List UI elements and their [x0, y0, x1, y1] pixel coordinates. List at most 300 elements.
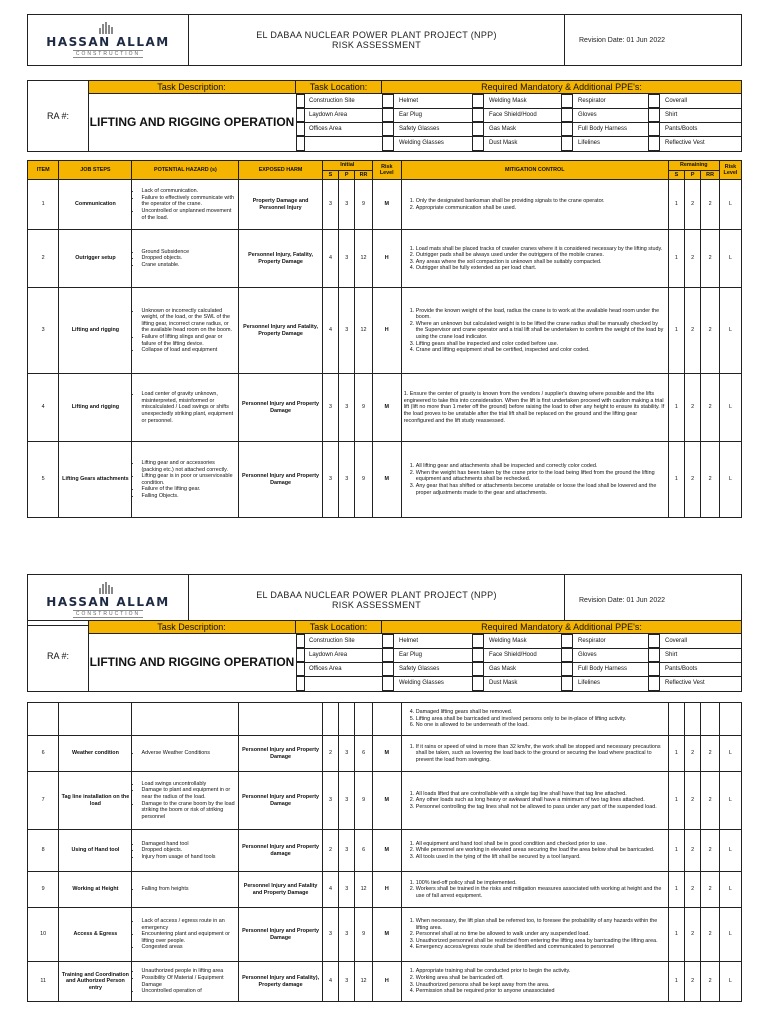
mitigation-item: 3. Lifting gears shall be inspected and color coded before use. — [416, 341, 666, 348]
potential-hazards — [132, 374, 239, 442]
checklist-divider — [472, 94, 473, 151]
initial-severity: 3 — [322, 374, 338, 442]
initial-severity: 3 — [322, 180, 338, 230]
risk-table-page-1 — [27, 160, 742, 518]
ppe-checkbox[interactable] — [472, 94, 484, 108]
initial-risk-rating: 9 — [355, 908, 372, 962]
header-rr: RR — [701, 170, 720, 180]
ppe-checkbox[interactable] — [561, 122, 573, 136]
header-risk-level: Risk Level — [372, 161, 401, 180]
remaining-severity: 1 — [668, 872, 684, 908]
mitigation-item: 1. Provide the known weight of the load, radius the crane is to work at the available head room under the boom. — [416, 308, 666, 321]
remaining-risk-level: L — [719, 180, 741, 230]
hazard-item: • Unknown or incorrectly calculated weight, of the load, or the SWL of the lifting gear, incorrect crane radius, or the available head room on the boom. — [141, 308, 236, 334]
task-info-block — [27, 80, 742, 152]
logo-mark-icon — [99, 22, 117, 34]
mitigation-item: 1. All loads lifted that are controllable with a single tag line shall have that tag line attached. — [416, 791, 666, 798]
job-step: Access & Egress — [59, 908, 132, 962]
initial-risk-rating: 6 — [355, 736, 372, 772]
mitigation-item: 4. Emergency access/egress route shall be identified and communicated to personnel — [416, 944, 666, 951]
ppe-checkbox[interactable] — [472, 662, 484, 676]
remaining-probability: 2 — [685, 736, 701, 772]
hazard-item: • Adverse Weather Conditions — [141, 750, 236, 757]
remaining-risk-level: L — [719, 772, 741, 830]
location-checkbox[interactable] — [296, 108, 305, 122]
mitigation-item: 2. Outrigger pads shall be always used under the outriggers of the mobile cranes. — [416, 252, 666, 259]
hazard-item: • Injury from usage of hand tools — [141, 854, 236, 861]
header-remaining: Remaining — [668, 161, 719, 171]
exposed-harm: Personnel Injury and Property Damage — [239, 736, 323, 772]
header-hazard: POTENTIAL HAZARD (s) — [132, 161, 239, 180]
hazard-item: • Encountering plant and equipment or lifting over people. — [141, 931, 236, 944]
mitigation-control — [401, 442, 668, 518]
initial-severity: 4 — [322, 230, 338, 288]
ppe-label: Welding Mask — [489, 638, 527, 644]
ppe-checkbox[interactable] — [382, 108, 394, 122]
initial-risk-level: M — [372, 442, 401, 518]
ppe-label: Welding Glasses — [399, 680, 444, 686]
potential-hazards — [132, 180, 239, 230]
initial-probability: 3 — [339, 962, 355, 1002]
ppe-label: Gas Mask — [489, 666, 517, 672]
initial-severity: 2 — [322, 830, 338, 872]
mitigation-item: 1. When necessary, the lift plan shall be referred too, to foresee the probability of any hazards within the lifting area. — [416, 918, 666, 931]
initial-probability: 3 — [339, 288, 355, 374]
checklist-divider — [648, 94, 649, 151]
ppe-checkbox[interactable] — [648, 108, 660, 122]
potential-hazards — [132, 908, 239, 962]
ppe-checkbox[interactable] — [472, 136, 484, 151]
remaining-risk-rating: 2 — [701, 442, 720, 518]
table-row — [28, 180, 742, 230]
ppe-checkbox[interactable] — [382, 648, 394, 662]
table-row — [28, 772, 742, 830]
remaining-risk-level: L — [719, 830, 741, 872]
remaining-risk-rating: 2 — [701, 736, 720, 772]
remaining-risk-rating: 2 — [701, 962, 720, 1002]
hazard-item: • Failure of the lifting gear. — [141, 486, 236, 493]
exposed-harm: Personnel Injury and Fatality, Property Damage — [239, 288, 323, 374]
mitigation-item: 3. Unauthorized personnel shall be restricted from entering the lifting area by barricading the lifting area. — [416, 938, 666, 945]
hazard-item: • Load swings uncontrollably — [141, 781, 236, 788]
remaining-risk-level: L — [719, 872, 741, 908]
table-row — [28, 288, 742, 374]
mitigation-item: 4. Damaged lifting gears shall be removed. — [416, 709, 666, 716]
remaining-probability: 2 — [685, 872, 701, 908]
exposed-harm: Personnel Injury and Property Damage — [239, 442, 323, 518]
initial-risk-level: M — [372, 908, 401, 962]
mitigation-item: 1. If it rains or speed of wind is more than 32 km/hr, the work shall be stopped and necessary precautions shall be taken, such as lowering the load back to the ground or securing the load where practical to prevent the load from swinging. — [416, 744, 666, 764]
ppe-label: Gloves — [578, 652, 597, 658]
remaining-probability: 2 — [685, 962, 701, 1002]
mitigation-item: 2. When the weight has been taken by the crane prior to the load being lifted from the ground the lifting equipment and attachments shall be rechecked. — [416, 470, 666, 483]
item-number: 11 — [28, 962, 59, 1002]
remaining-risk-rating: 2 — [701, 180, 720, 230]
header-p: P — [685, 170, 701, 180]
hazard-item: • Falling Objects. — [141, 493, 236, 500]
remaining-risk-level: L — [719, 442, 741, 518]
checklist-divider — [296, 136, 741, 137]
remaining-severity: 1 — [668, 908, 684, 962]
ppe-label: Lifelines — [578, 680, 601, 686]
remaining-severity: 1 — [668, 288, 684, 374]
mitigation-control — [401, 872, 668, 908]
mitigation-item: 2. Working area shall be barricaded off. — [416, 975, 666, 982]
task-title: LIFTING AND RIGGING OPERATION — [88, 94, 297, 151]
ppe-checkbox[interactable] — [648, 676, 660, 691]
ppe-label: Reflective Vest — [665, 140, 705, 146]
ppe-checkbox[interactable] — [648, 634, 660, 648]
remaining-risk-level: L — [719, 736, 741, 772]
table-row — [28, 374, 742, 442]
ppe-checkbox[interactable] — [382, 136, 394, 151]
ppe-label: Face Shield/Hood — [489, 112, 537, 118]
ppe-label: Ear Plug — [399, 652, 423, 658]
header-exposed-harm: EXPOSED HARM — [239, 161, 323, 180]
mitigation-control — [401, 962, 668, 1002]
mitigation-item: 1. Load mats shall be placed tracks of crawler cranes where it is considered necessary by the lifting study. — [416, 246, 666, 253]
remaining-risk-rating: 2 — [701, 830, 720, 872]
ppe-checkbox[interactable] — [561, 94, 573, 108]
checklist-divider — [382, 94, 383, 151]
remaining-probability: 2 — [685, 908, 701, 962]
checklist-divider — [472, 634, 473, 691]
remaining-probability: 2 — [685, 374, 701, 442]
job-step: Outrigger setup — [59, 230, 132, 288]
mitigation-item: 6. No one is allowed to be underneath of the load. — [416, 722, 666, 729]
ppe-checkbox[interactable] — [382, 676, 394, 691]
mitigation-item: 1. All lifting gear and attachments shall be inspected and correctly color coded. — [416, 463, 666, 470]
ppe-checkbox[interactable] — [561, 108, 573, 122]
company-logo — [28, 15, 189, 65]
ppe-checkbox[interactable] — [648, 122, 660, 136]
ppe-label: Pants/Boots — [665, 126, 698, 132]
item-number: 3 — [28, 288, 59, 374]
table-row — [28, 736, 742, 772]
mitigation-item: 1. Appropriate training shall be conducted prior to begin the activity. — [416, 968, 666, 975]
initial-severity: 4 — [322, 872, 338, 908]
mitigation-item: 4. Crane and lifting equipment shall be certified, inspected and color coded. — [416, 347, 666, 354]
header-risk-level-2: Risk Level — [719, 161, 741, 180]
potential-hazards — [132, 962, 239, 1002]
hazard-item: • Lack of access / egress route in an emergency — [141, 918, 236, 931]
table-row — [28, 442, 742, 518]
location-label: Construction Site — [309, 638, 355, 644]
ppe-label: Gloves — [578, 112, 597, 118]
header-mitigation: MITIGATION CONTROL — [401, 161, 668, 180]
ppe-label: Coverall — [665, 98, 688, 104]
location-checkbox[interactable] — [296, 676, 305, 691]
exposed-harm: Personnel Injury and Property Damage — [239, 772, 323, 830]
checklist-divider — [382, 634, 383, 691]
revision-date: Revision Date: 01 Jun 2022 — [579, 36, 665, 44]
initial-risk-level: H — [372, 872, 401, 908]
mitigation-item: 3. Unauthorized persons shall be kept away from the area. — [416, 982, 666, 989]
hazard-item: • Falling from heights — [141, 886, 236, 893]
header-s: S — [668, 170, 684, 180]
checklist-divider — [296, 122, 741, 123]
location-checkbox[interactable] — [296, 634, 305, 648]
location-label: Laydown Area — [309, 112, 348, 118]
task-location-label: Task Location: — [296, 81, 382, 94]
mitigation-item: 4. Permission shall be required prior to anyone unassociated — [416, 988, 666, 995]
remaining-risk-level: L — [719, 230, 741, 288]
task-title: LIFTING AND RIGGING OPERATION — [88, 634, 297, 691]
location-checkbox[interactable] — [296, 94, 305, 108]
mitigation-control — [401, 230, 668, 288]
mitigation-item: 3. Any areas where the soil compaction is unknown shall be suitably compacted. — [416, 259, 666, 266]
hazard-item: • Uncontrolled or unplanned movement of the load. — [141, 208, 236, 221]
location-label: Construction Site — [309, 98, 355, 104]
exposed-harm: Personnel Injury and Property Damage — [239, 908, 323, 962]
mitigation-item: 3. All tools used in the tying of the lift shall be secured by a tool lanyard. — [416, 854, 666, 861]
mitigation-item: 1. Only the designated banksman shall be providing signals to the crane operator. — [416, 198, 666, 205]
item-number: 8 — [28, 830, 59, 872]
ppe-checkbox[interactable] — [382, 122, 394, 136]
checklist-divider — [648, 634, 649, 691]
table-row — [28, 962, 742, 1002]
table-row — [28, 908, 742, 962]
mitigation-control — [401, 180, 668, 230]
initial-severity: 2 — [322, 736, 338, 772]
company-logo — [28, 575, 189, 625]
ppe-checkbox[interactable] — [382, 94, 394, 108]
initial-probability: 3 — [339, 442, 355, 518]
ppe-label: Full Body Harness — [578, 126, 628, 132]
location-label: Offices Area — [309, 666, 342, 672]
header-initial: Initial — [322, 161, 372, 171]
location-checkbox[interactable] — [296, 136, 305, 151]
ppe-checkbox[interactable] — [472, 648, 484, 662]
mitigation-item: 1. All equipment and hand tool shall be in good condition and checked prior to use. — [416, 841, 666, 848]
risk-table-page-2 — [27, 702, 742, 1002]
job-step: Lifting Gears attachments — [59, 442, 132, 518]
initial-risk-level: M — [372, 830, 401, 872]
ppe-checkbox[interactable] — [648, 94, 660, 108]
hazard-item: • Dropped objects. — [141, 255, 236, 262]
table-row — [28, 230, 742, 288]
document-title-block — [189, 15, 565, 65]
header-rr: RR — [355, 170, 372, 180]
mitigation-control — [401, 908, 668, 962]
ra-number-label: RA #: — [28, 621, 89, 691]
checklist-divider — [296, 676, 741, 677]
table-header-row — [28, 161, 742, 171]
ra-number-label: RA #: — [28, 81, 89, 151]
location-checkbox[interactable] — [296, 648, 305, 662]
ppe-checkbox[interactable] — [472, 122, 484, 136]
initial-risk-level: H — [372, 230, 401, 288]
remaining-risk-rating: 2 — [701, 872, 720, 908]
initial-risk-rating: 9 — [355, 442, 372, 518]
initial-severity: 4 — [322, 962, 338, 1002]
hazard-item: • Dropped objects. — [141, 847, 236, 854]
ppe-label: Dust Mask — [489, 140, 518, 146]
initial-probability: 3 — [339, 180, 355, 230]
checklist-divider — [296, 662, 741, 663]
remaining-probability: 2 — [685, 288, 701, 374]
location-checkbox[interactable] — [296, 662, 305, 676]
ppe-label: Safety Glasses — [399, 666, 440, 672]
ppe-label: Reflective Vest — [665, 680, 705, 686]
table-row — [28, 830, 742, 872]
mitigation-control — [401, 772, 668, 830]
mitigation-item: 2. Personnel shall at no time be allowed to walk under any suspended load. — [416, 931, 666, 938]
initial-severity: 3 — [322, 442, 338, 518]
initial-risk-level: M — [372, 180, 401, 230]
hazard-item: • Load center of gravity unknown, misinterpreted, misinformed or miscalculated / Load swings or shifts unexpectedly striking plant, equipment or personnel. — [141, 391, 236, 424]
ppe-checkbox[interactable] — [561, 662, 573, 676]
continuation-row — [28, 703, 742, 736]
initial-risk-level: M — [372, 374, 401, 442]
hazard-item: • Damage to the crane boom by the load striking the boom or risk of striking personnel — [141, 801, 236, 821]
job-step: Lifting and rigging — [59, 288, 132, 374]
checklist-divider — [296, 648, 741, 649]
mitigation-item: 5. Lifting area shall be barricaded and involved persons only to be in-place of lifting activity. — [416, 716, 666, 723]
initial-probability: 3 — [339, 230, 355, 288]
remaining-severity: 1 — [668, 374, 684, 442]
hazard-item: • Possibility Of Material / Equipment Damage — [141, 975, 236, 988]
ppe-checkbox[interactable] — [382, 634, 394, 648]
mitigation-item: 1. 100% tied-off policy shall be implemented. — [416, 880, 666, 887]
remaining-severity: 1 — [668, 962, 684, 1002]
ppe-checkbox[interactable] — [561, 136, 573, 151]
checklist-divider — [561, 634, 562, 691]
location-label: Laydown Area — [309, 652, 348, 658]
location-label: Offices Area — [309, 126, 342, 132]
location-checkbox[interactable] — [296, 122, 305, 136]
initial-probability: 3 — [339, 772, 355, 830]
document-type: RISK ASSESSMENT — [331, 40, 422, 50]
ppe-label: Lifelines — [578, 140, 601, 146]
company-subtitle: CONSTRUCTION — [73, 50, 143, 58]
remaining-severity: 1 — [668, 830, 684, 872]
ppe-checkbox[interactable] — [561, 676, 573, 691]
ppe-label: Respirator — [578, 98, 606, 104]
initial-risk-rating: 12 — [355, 962, 372, 1002]
initial-risk-rating: 12 — [355, 288, 372, 374]
exposed-harm: Personnel Injury and Fatality), Property damage — [239, 962, 323, 1002]
remaining-risk-level: L — [719, 908, 741, 962]
initial-risk-rating: 6 — [355, 830, 372, 872]
ppe-label: Shirt — [665, 112, 678, 118]
document-header — [27, 574, 742, 626]
ppe-checkbox[interactable] — [648, 648, 660, 662]
task-location-label: Task Location: — [296, 621, 382, 634]
ppe-label: Shirt — [665, 652, 678, 658]
job-step: Using of Hand tool — [59, 830, 132, 872]
initial-probability: 3 — [339, 872, 355, 908]
header-item: ITEM — [28, 161, 59, 180]
ppe-label: Helmet — [399, 98, 419, 104]
remaining-severity: 1 — [668, 230, 684, 288]
hazard-item: • Damage to plant and equipment in or near the radius of the load. — [141, 787, 236, 800]
initial-risk-rating: 9 — [355, 180, 372, 230]
table-row — [28, 872, 742, 908]
initial-severity: 3 — [322, 772, 338, 830]
remaining-severity: 1 — [668, 442, 684, 518]
ppe-label: Welding Mask — [489, 98, 527, 104]
hazard-item: • Failure of lifting slings and gear or failure of the lifting device. — [141, 334, 236, 347]
remaining-probability: 2 — [685, 772, 701, 830]
exposed-harm: Personnel Injury, Fatality, Property Damage — [239, 230, 323, 288]
ppe-label: Gas Mask — [489, 126, 517, 132]
item-number: 2 — [28, 230, 59, 288]
hazard-item: • Congested areas — [141, 944, 236, 951]
exposed-harm: Personnel Injury and Property damage — [239, 830, 323, 872]
hazard-item: • Lifting gear and or accessories (packing etc.) not attached correctly. — [141, 460, 236, 473]
ppe-checkbox[interactable] — [561, 634, 573, 648]
ppe-checkbox[interactable] — [472, 676, 484, 691]
company-name: HASSAN ALLAM — [46, 35, 170, 49]
remaining-severity: 1 — [668, 736, 684, 772]
potential-hazards — [132, 872, 239, 908]
task-info-block — [27, 620, 742, 692]
job-step: Tag line installation on the load — [59, 772, 132, 830]
initial-severity: 3 — [322, 908, 338, 962]
ppe-checkbox[interactable] — [472, 634, 484, 648]
remaining-risk-rating: 2 — [701, 374, 720, 442]
remaining-risk-level: L — [719, 288, 741, 374]
remaining-risk-level: L — [719, 374, 741, 442]
initial-risk-rating: 9 — [355, 772, 372, 830]
remaining-risk-level: L — [719, 962, 741, 1002]
potential-hazards — [132, 736, 239, 772]
mitigation-item: 4. Outrigger shall be fully extended as per load chart. — [416, 265, 666, 272]
task-description-label: Task Description: — [88, 81, 296, 94]
ppe-checkbox[interactable] — [382, 662, 394, 676]
mitigation-item: 2. While personnel are working in elevated areas securing the load the area below shall be barricaded. — [416, 847, 666, 854]
company-subtitle: CONSTRUCTION — [73, 610, 143, 618]
ppe-checkbox[interactable] — [561, 648, 573, 662]
remaining-severity: 1 — [668, 772, 684, 830]
remaining-risk-rating: 2 — [701, 230, 720, 288]
header-s: S — [322, 170, 338, 180]
ppe-label: Required Mandatory & Additional PPE's: — [382, 81, 741, 94]
hazard-item: • Lifting gear is in poor or unserviceable condition. — [141, 473, 236, 486]
mitigation-control — [401, 374, 668, 442]
task-description-label: Task Description: — [88, 621, 296, 634]
initial-risk-level: H — [372, 288, 401, 374]
initial-risk-level: M — [372, 736, 401, 772]
initial-risk-rating: 12 — [355, 872, 372, 908]
mitigation-control — [401, 830, 668, 872]
ppe-checkbox[interactable] — [648, 136, 660, 151]
ppe-checkbox[interactable] — [472, 108, 484, 122]
checklist-divider — [561, 94, 562, 151]
ppe-label: Face Shield/Hood — [489, 652, 537, 658]
mitigation-text: 1. Ensure the center of gravity is known from the vendors / supplier's drawing where possible and the lifts engineered to take this into consideration. When the lift is first undertaken proceed with caution making a trial lift (lift no more than 1 meter off the ground) before raising the load to other any height to ensure its stability. If the load proves to be unstable after the trial lift shall be replaced on the ground and the lifting gear reconfigured and the lift study reassessed. — [403, 391, 665, 424]
initial-probability: 3 — [339, 736, 355, 772]
remaining-probability: 2 — [685, 230, 701, 288]
exposed-harm: Personnel Injury and Property Damage — [239, 374, 323, 442]
potential-hazards — [132, 230, 239, 288]
company-name: HASSAN ALLAM — [46, 595, 170, 609]
remaining-probability: 2 — [685, 180, 701, 230]
job-step: Communication — [59, 180, 132, 230]
item-number: 4 — [28, 374, 59, 442]
mitigation-item: 3. Personnel controlling the tag lines shall not be allowed to pass under any part of the suspended load. — [416, 804, 666, 811]
project-name: EL DABAA NUCLEAR POWER PLANT PROJECT (NPP) — [256, 30, 497, 40]
ppe-checkbox[interactable] — [648, 662, 660, 676]
initial-probability: 3 — [339, 908, 355, 962]
item-number: 1 — [28, 180, 59, 230]
remaining-risk-rating: 2 — [701, 908, 720, 962]
remaining-probability: 2 — [685, 830, 701, 872]
hazard-item: • Unauthorized people in lifting area — [141, 968, 236, 975]
potential-hazards — [132, 442, 239, 518]
mitigation-item: 2. Where an unknown but calculated weight is to be lifted the crane radius shall be manually checked by the Supervisor and crane operator and a trial lift shall be undertaken to confirm the weight of the load by using the crane load indicator. — [416, 321, 666, 341]
